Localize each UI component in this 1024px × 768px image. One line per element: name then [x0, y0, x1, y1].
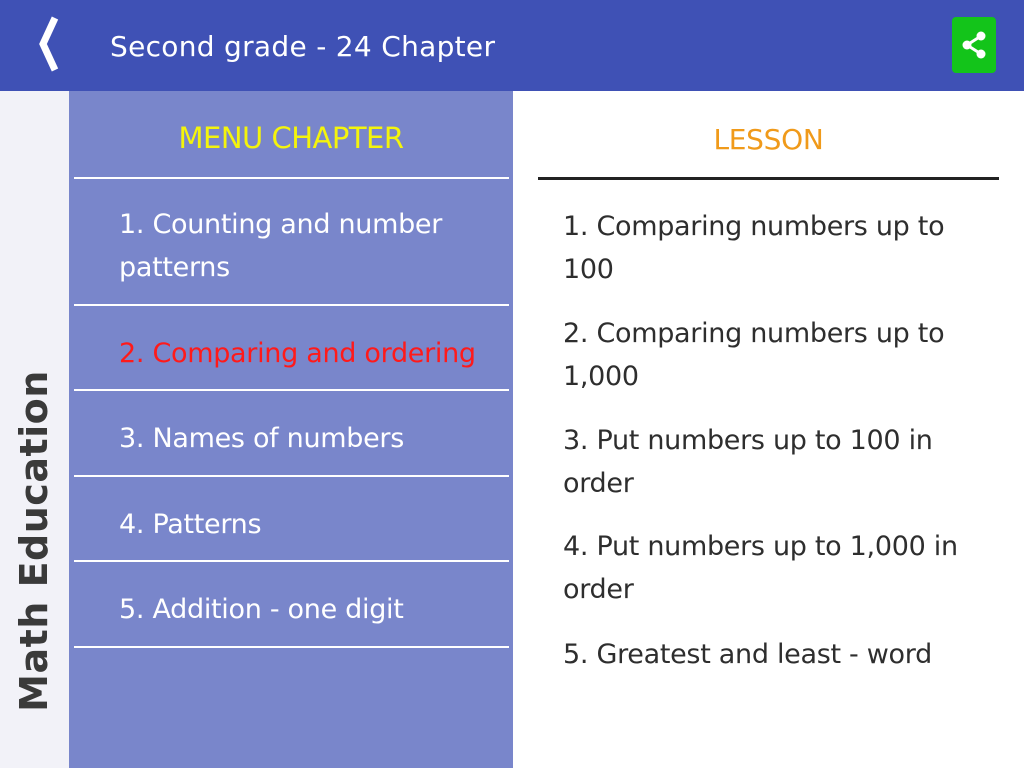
share-button[interactable]: [952, 17, 996, 73]
lesson-item-2[interactable]: 2. Comparing numbers up to 1,000: [563, 318, 945, 392]
menu-divider: [74, 475, 509, 477]
app-name-label: Math Education: [12, 370, 56, 712]
chapter-menu-panel: [69, 91, 513, 768]
lesson-item-1[interactable]: 1. Comparing numbers up to 100: [563, 211, 945, 285]
menu-divider: [74, 560, 509, 562]
chapter-item-2[interactable]: 2. Comparing and ordering: [119, 338, 476, 369]
lesson-divider: [538, 177, 999, 180]
lesson-item-3[interactable]: 3. Put numbers up to 100 in order: [563, 425, 933, 499]
share-icon: [959, 30, 989, 60]
chapter-item-5[interactable]: 5. Addition - one digit: [119, 594, 404, 625]
side-strip: [0, 91, 69, 768]
menu-divider: [74, 177, 509, 179]
back-button[interactable]: [26, 14, 70, 74]
menu-chapter-heading: MENU CHAPTER: [178, 121, 404, 155]
lesson-item-5[interactable]: 5. Greatest and least - word: [563, 639, 932, 670]
lesson-panel: [513, 91, 1024, 768]
chevron-left-icon: [35, 16, 61, 72]
top-app-bar: [0, 0, 1024, 91]
menu-divider: [74, 646, 509, 648]
menu-divider: [74, 389, 509, 391]
menu-divider: [74, 304, 509, 306]
chapter-item-4[interactable]: 4. Patterns: [119, 509, 262, 540]
chapter-item-3[interactable]: 3. Names of numbers: [119, 423, 404, 454]
lesson-heading: LESSON: [713, 123, 824, 156]
chapter-item-1[interactable]: 1. Counting and number patterns: [119, 209, 443, 283]
lesson-item-4[interactable]: 4. Put numbers up to 1,000 in order: [563, 531, 958, 605]
page-title: Second grade - 24 Chapter: [110, 30, 496, 63]
